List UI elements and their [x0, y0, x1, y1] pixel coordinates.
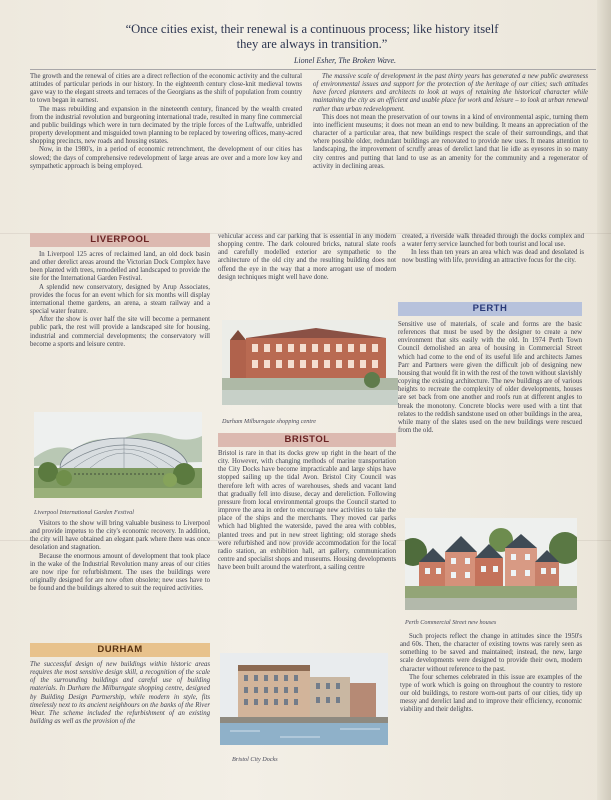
liverpool-paragraph: In Liverpool 125 acres of reclaimed land, an old dock basin and other derelict areas around the Victorian Dock Complex have been planted with trees, remodelled and landscaped to provide the site for the International Garden Festival.	[30, 251, 210, 283]
perth-text	[398, 321, 582, 435]
intro-column-2	[313, 73, 588, 171]
perth-caption: Perth Commercial Street new houses	[405, 619, 497, 626]
liverpool-caption: Liverpool International Garden Festival	[34, 509, 134, 516]
bristol-caption: Bristol City Docks	[232, 756, 278, 763]
durham-paragraph: The successful design of new buildings within historic areas requires the most sensitive design skill, a recognition of the scale of the surrounding buildings and careful use of building materials. In Durham the Milburngate shopping centre, designed by Building Design Partnership, while modern in style, fits timelessly next to its ancient neighbours on the banks of the River Wear. The scheme included the refurbishment of an existing building as well as the provision of the	[30, 661, 210, 726]
quote-attribution: Lionel Esher, The Broken Wave.	[293, 56, 397, 65]
conclusion-text	[400, 633, 582, 715]
bristol-text	[218, 450, 396, 572]
heading-bristol: BRISTOL	[218, 433, 396, 447]
durham-paragraph: vehicular access and car parking that is essential in any modern shopping centre. The dark coloured bricks, natural slate roofs and carefully modelled exterior are sympathetic to the architecture of the old city and the resulting building does not offend the eye in the way that a more arrogant use of modern design techniques might well have done.	[218, 233, 396, 281]
page-edge	[597, 0, 611, 800]
liverpool-paragraph: After the show is over half the site will become a permanent public park, the rest will provide a landscaped site for housing, industrial and commercial developments; the conservatory will become a sports and leisure centre.	[30, 316, 210, 348]
intro-paragraph: The growth and the renewal of cities are a direct reflection of the economic activity and the cultural attitudes of particular periods in our history. In the eighteenth century close-knit medieval towns gave way to the elegant streets and terraces of the Georgians as the shift of population from country to town began in earnest.	[30, 73, 302, 105]
durham-caption: Durham Milburngate shopping centre	[222, 418, 317, 425]
perth-paragraph: Sensitive use of materials, of scale and forms are the basic references that must be used by the designer to create a new environment that sits easily with the old. In 1974 Perth Town Council demolished an area of housing in Commercial Street which had come to the end of its useful life and architects James Parr and Partners were given the difficult job of designing new housing that would fit in with the rest of the town without slavishly copying the existing architecture. The new buildings are of various heights to recreate the complexity of older developments, houses are set back from one another and roofs run at different angles to break the monotony. Concrete blocks were used with a tint that relates to the reddish sandstone used on other buildings in the area, while many of the slates used on the new buildings were rescued from the old.	[398, 321, 582, 435]
conclusion-paragraph: Such projects reflect the change in attitudes since the 1950's and 60s. Then, the character of existing towns was rarely seen as something to be saved and maintained; instead, the new, large scale developments were designed to provide their own, modern character without reference to the past.	[400, 633, 582, 673]
bristol-paragraph: Bristol is rare in that its docks grew up right in the heart of the city. However, with changing methods of marine transportation the City Docks have become impracticable and large ships have stopped sailing up the tidal Avon. Bristol City Council was therefore left with acres of warehouses, sheds and vacant land that gradually fell into disuse, decay and dereliction. Following pressure from local environmental groups the Council started to improve the area in order to encourage new activities to take the place of the ships and the merchants. They moved car parks which had blighted the waterside, paved the area with cobbles, planted trees and put in new street lighting; old storage sheds were refurbished and now provide accommodation for the local radio station, an exhibition hall, art gallery, communication centre and specialist shops and museums. Housing developments have been built around the waterfront, a sailing centre	[218, 450, 396, 572]
durham-text-continued	[218, 233, 396, 282]
liverpool-paragraph: Visitors to the show will bring valuable business to Liverpool and provide impetus to the city's economic recovery. In addition, the city will have obtained an elegant park where there was once desolation and stagnation.	[30, 520, 210, 552]
intro-paragraph: Now, in the 1980's, in a period of economic retrenchment, the development of our cities has slowed; the days of comprehensive redevelopment of large areas are over and a more low key and sympathetic approach is being employed.	[30, 146, 302, 170]
conclusion-paragraph: The four schemes celebrated in this issue are examples of the type of work which is going on throughout the country to restore our old buildings, to restore worn-out parts of our cities, tidy up messy and derelict land and to improve their efficiency, economic viability and their delights.	[400, 673, 582, 714]
liverpool-paragraph: Because the enormous amount of development that took place in the wake of the Industrial Revolution many areas of our cities are now ripe for refurbishment. The uses the buildings were originally designed for are now often obsolete; new uses have to be found and the buildings altered to suit the required activities.	[30, 552, 210, 593]
heading-durham: DURHAM	[30, 643, 210, 657]
bristol-paragraph: created, a riverside walk threaded through the docks complex and a water ferry service launched for both tourist and local use.	[402, 233, 584, 249]
liverpool-text-2	[30, 520, 210, 593]
liverpool-text	[30, 251, 210, 349]
durham-shopping-centre-illustration	[222, 320, 398, 405]
durham-text	[30, 661, 210, 726]
liverpool-paragraph: A splendid new conservatory, designed by Arup Associates, provides the focus for an event which for six months will display international theme gardens, an arena, a steam railway and a special water feature.	[30, 283, 210, 316]
header-quote: “Once cities exist, their renewal is a continuous process; like history itself they are always in transition.”	[125, 22, 499, 51]
heading-perth: PERTH	[398, 302, 582, 316]
perth-new-houses-illustration	[405, 518, 577, 610]
intro-column-1	[30, 73, 302, 171]
intro-paragraph: The massive scale of development in the past thirty years has generated a new public awareness of environmental issues and support for the protection of the heritage of our cities; such attitudes have forced planners and architects to look at ways of retaining the historical character while maintaining the city as an efficient and usable place for work and leisure – to look at urban renewal rather than urban redevelopment.	[313, 73, 588, 113]
liverpool-conservatory-illustration	[34, 412, 202, 498]
bristol-city-docks-illustration	[220, 653, 388, 745]
header-rule	[30, 69, 596, 70]
intro-paragraph: The mass rebuilding and expansion in the nineteenth century, financed by the wealth created from the industrial revolution and burgeoning international trade, resulted in many fine commercial and public buildings which were in turn decimated by the triple forces of the Luftwaffe, unbridled property development and misguided town planning to be replaced by towering offices, many-acred shopping precincts, new roads and housing estates.	[30, 105, 302, 146]
bristol-text-continued	[402, 233, 584, 266]
intro-paragraph: This does not mean the preservation of our towns in a kind of environmental aspic, turning them into inefficient museums; it does not mean an end to new building. It means an appreciation of the character of a particular area, that new buildings respect the scale of their surroundings, and that where possible older, redundant buildings are renovated to provide new uses. It means attention to landscaping, the improvement of scruffy areas of derelict land that lie idle as eyesores in so many city centres and putting that land to use as an amenity for the community and a regenerator of activity in declining areas.	[313, 113, 588, 170]
bristol-paragraph: In less than ten years an area which was dead and desolated is now bustling with life, providing an attractive focus for the city.	[402, 249, 584, 265]
heading-liverpool: LIVERPOOL	[30, 233, 210, 247]
